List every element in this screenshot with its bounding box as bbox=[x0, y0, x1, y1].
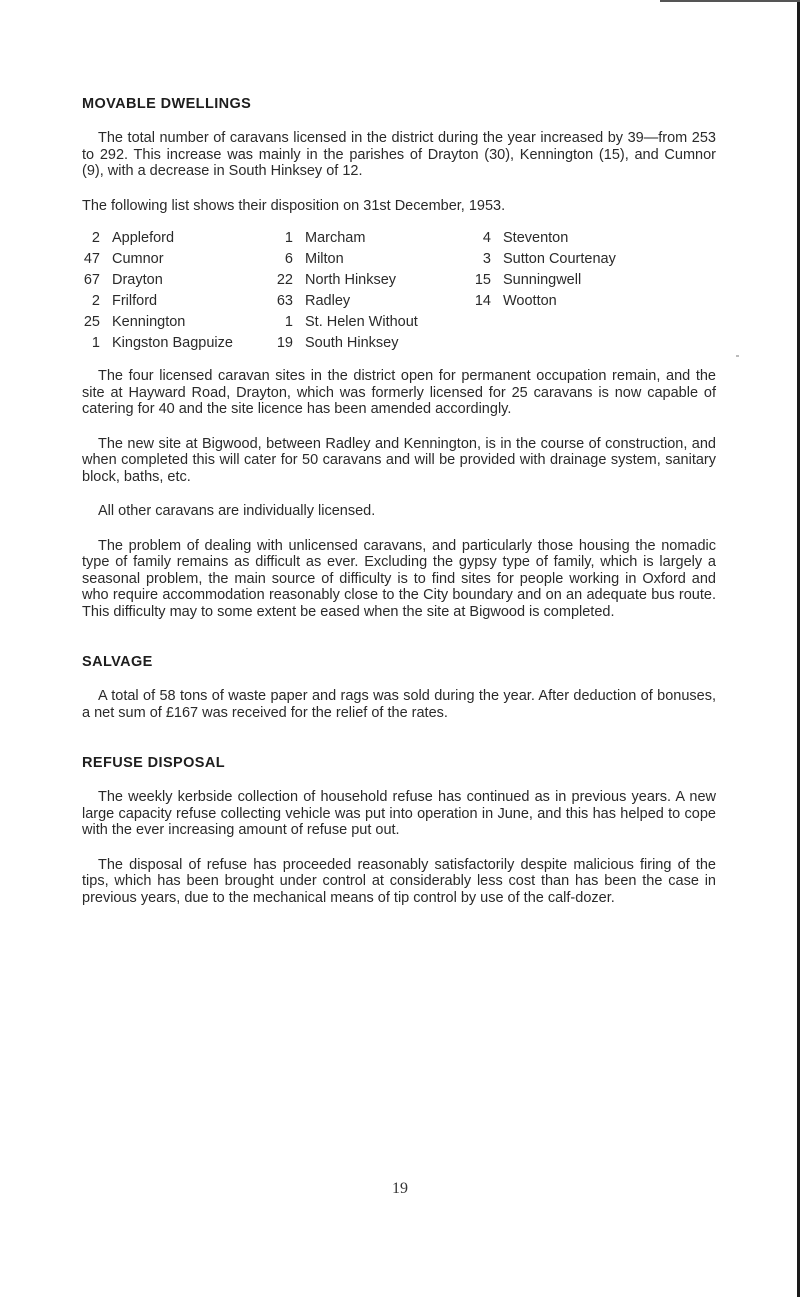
caravan-count: 2 bbox=[91, 293, 100, 309]
parish-name: Milton bbox=[305, 251, 344, 267]
paragraph: A total of 58 tons of waste paper and rags was sold during the year. After deduction of bonuses, a net sum of £167 was received for the relief of the rates. bbox=[82, 688, 716, 721]
caravan-count: 14 bbox=[474, 293, 491, 309]
table-row bbox=[82, 230, 702, 251]
parish-name: Appleford bbox=[112, 230, 175, 246]
caravan-count: 1 bbox=[284, 314, 293, 330]
parish-name: Kennington bbox=[112, 314, 186, 330]
document-page bbox=[82, 96, 716, 906]
page-number: 19 bbox=[392, 1180, 408, 1197]
parish-table bbox=[82, 230, 702, 356]
table-row bbox=[82, 293, 702, 314]
caravan-count: 4 bbox=[482, 230, 491, 246]
parish-name: Cumnor bbox=[112, 251, 164, 267]
caravan-count: 22 bbox=[276, 272, 293, 288]
parish-name: Marcham bbox=[305, 230, 366, 246]
caravan-count: 2 bbox=[91, 230, 100, 246]
parish-name: Kingston Bagpuize bbox=[112, 335, 233, 351]
paragraph: The weekly kerbside collection of household refuse has continued as in previous years. A new large capacity refuse collecting vehicle was put into operation in June, and this has helped to cope with the ever increasing amount of refuse put out. bbox=[82, 789, 716, 838]
parish-name: Sutton Courtenay bbox=[503, 251, 616, 267]
caravan-count bbox=[455, 314, 503, 335]
scan-edge-top bbox=[660, 0, 800, 2]
caravan-count: 19 bbox=[276, 335, 293, 351]
parish-name: North Hinksey bbox=[305, 272, 397, 288]
parish-name bbox=[503, 335, 702, 356]
parish-name: St. Helen Without bbox=[305, 314, 418, 330]
paragraph: The following list shows their disposition on 31st December, 1953. bbox=[82, 197, 506, 214]
caravan-count: 67 bbox=[83, 272, 100, 288]
caravan-count: 63 bbox=[276, 293, 293, 309]
table-row bbox=[82, 335, 702, 356]
parish-name: Wootton bbox=[503, 293, 557, 309]
parish-name: Sunningwell bbox=[503, 272, 582, 288]
heading-movable-dwellings: MOVABLE DWELLINGS bbox=[82, 96, 252, 112]
heading-refuse-disposal: REFUSE DISPOSAL bbox=[82, 755, 225, 771]
parish-name bbox=[503, 314, 702, 335]
parish-name: Radley bbox=[305, 293, 351, 309]
caravan-count bbox=[455, 335, 503, 356]
paragraph: All other caravans are individually licensed. bbox=[98, 503, 376, 519]
paragraph: The problem of dealing with unlicensed caravans, and particularly those housing the nomadic type of family remains as difficult as ever. Excluding the gypsy type of family, which is largely a seasonal problem, the main source of difficulty is to find sites for people working in Oxford and who require accommodation reasonably close to the City boundary and on an adequate bus route. This difficulty may to some extent be eased when the site at Bigwood is completed. bbox=[82, 537, 716, 620]
paragraph: The four licensed caravan sites in the district open for permanent occupation remain, and the site at Hayward Road, Drayton, which was formerly licensed for 25 caravans is now capable of catering for 40 and the site licence has been amended accordingly. bbox=[82, 368, 716, 417]
heading-salvage: SALVAGE bbox=[82, 654, 153, 670]
table-row bbox=[82, 272, 702, 293]
parish-name: South Hinksey bbox=[305, 335, 399, 351]
paragraph: The new site at Bigwood, between Radley and Kennington, is in the course of construction, and when completed this will cater for 50 caravans and will be provided with drainage system, sanitary block, baths, etc. bbox=[82, 435, 716, 485]
parish-name: Drayton bbox=[112, 272, 163, 288]
caravan-count: 1 bbox=[284, 230, 293, 246]
parish-name: Frilford bbox=[112, 293, 158, 309]
table-row bbox=[82, 314, 702, 335]
paragraph: The total number of caravans licensed in the district during the year increased by 39—from 253 to 292. This increase was mainly in the parishes of Drayton (30), Kennington (15), and Cumnor (9), with a decrease in South Hinksey of 12. bbox=[82, 130, 716, 179]
paragraph: The disposal of refuse has proceeded reasonably satisfactorily despite malicious firing of the tips, which has been brought under control at considerably less cost than has been the case in previous years, due to the mechanical means of tip control by use of the calf-dozer. bbox=[82, 856, 716, 906]
scan-mark bbox=[736, 355, 739, 357]
caravan-count: 3 bbox=[482, 251, 491, 267]
caravan-count: 1 bbox=[91, 335, 100, 351]
caravan-count: 25 bbox=[83, 314, 100, 330]
table-row bbox=[82, 251, 702, 272]
caravan-count: 6 bbox=[284, 251, 293, 267]
parish-name: Steventon bbox=[503, 230, 569, 246]
caravan-count: 47 bbox=[83, 251, 100, 267]
caravan-count: 15 bbox=[474, 272, 491, 288]
